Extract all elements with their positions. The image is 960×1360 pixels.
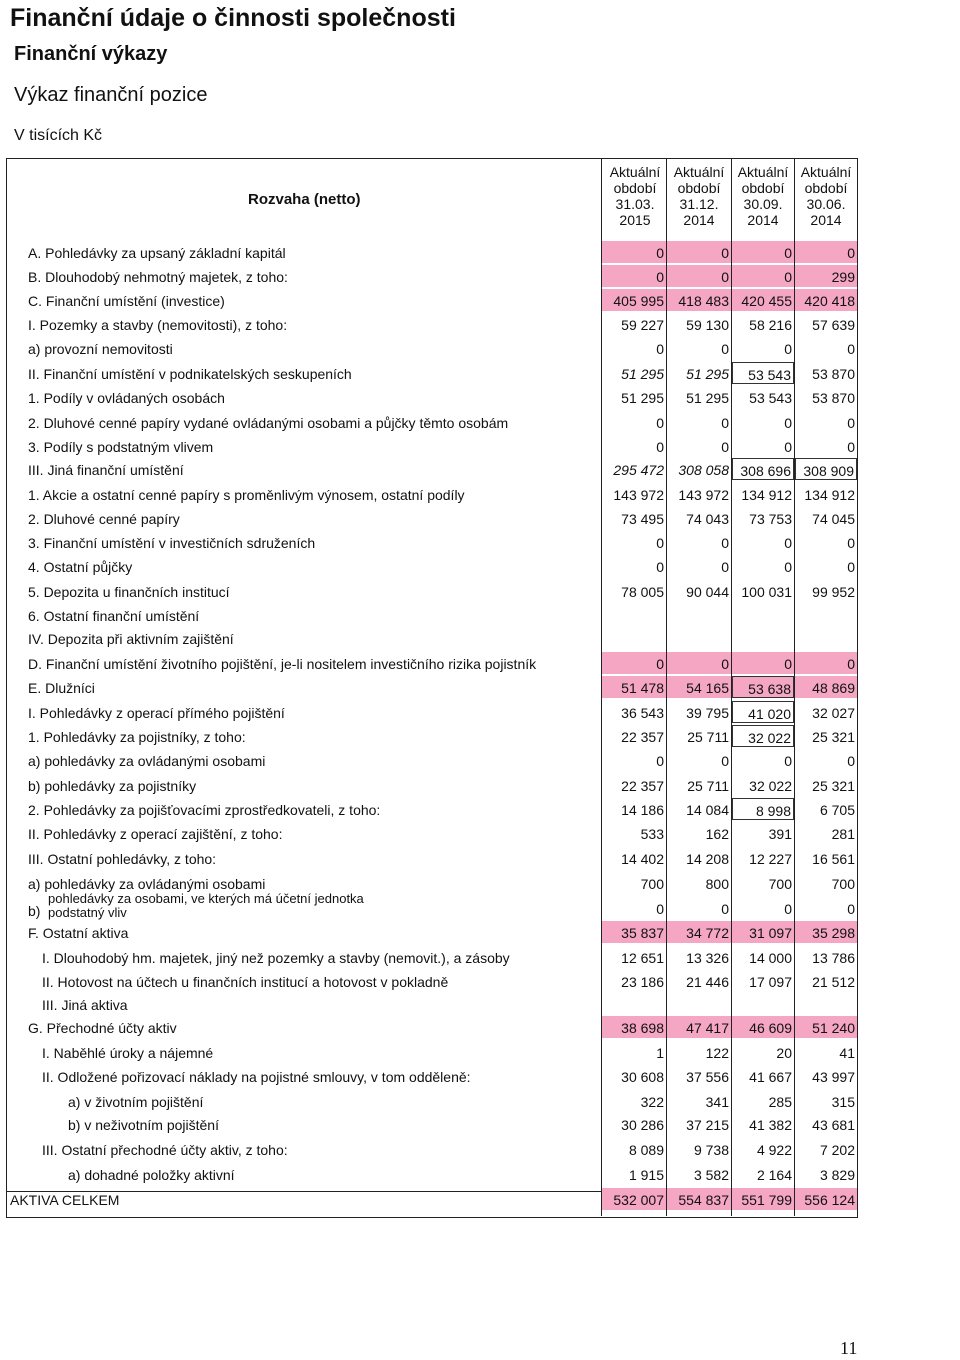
value-cell: 322 xyxy=(640,1094,664,1110)
value-cell: 700 xyxy=(831,876,855,892)
value-cell: 32 027 xyxy=(812,705,855,721)
value-cell: 37 215 xyxy=(686,1117,729,1133)
row-label: A. Pohledávky za upsaný základní kapitál xyxy=(28,245,286,261)
value-cell: 299 xyxy=(795,265,857,287)
table-row xyxy=(0,507,960,531)
row-label: III. Ostatní přechodné účty aktiv, z toho: xyxy=(42,1142,288,1158)
value-cell: 1 915 xyxy=(628,1167,664,1183)
value-cell: 14 186 xyxy=(621,802,664,818)
table-row xyxy=(0,604,960,628)
column-header-line: Aktuální xyxy=(800,164,852,180)
value-cell: 0 xyxy=(795,652,857,674)
row-label: II. Hotovost na účtech u finančních institucí a hotovost v pokladně xyxy=(42,974,449,990)
table-row xyxy=(0,337,960,361)
table-row xyxy=(0,627,960,651)
value-cell: 35 298 xyxy=(795,921,857,943)
column-header-line: Aktuální xyxy=(673,164,725,180)
value-cell: 47 417 xyxy=(667,1016,731,1038)
table-row xyxy=(0,774,960,798)
row-label: 2. Dluhové cenné papíry xyxy=(28,511,180,527)
value-cell xyxy=(667,604,731,626)
units-note: V tisících Kč xyxy=(14,127,103,144)
table-row xyxy=(0,313,960,337)
row-label: a) pohledávky za ovládanými osobami xyxy=(28,753,266,769)
value-cell: 533 xyxy=(640,826,664,842)
statement-title: Výkaz finanční pozice xyxy=(14,84,208,106)
value-cell: 0 xyxy=(721,415,729,431)
value-cell: 0 xyxy=(721,901,729,917)
value-cell: 46 609 xyxy=(732,1016,794,1038)
row-label: b) xyxy=(28,903,41,919)
value-cell xyxy=(602,627,666,649)
value-cell: 6 705 xyxy=(819,802,855,818)
table-row xyxy=(0,1041,960,1065)
value-cell: 162 xyxy=(705,826,729,842)
value-cell: 100 031 xyxy=(741,584,792,600)
table-row xyxy=(0,725,960,749)
row-label: b) v neživotním pojištění xyxy=(68,1117,219,1133)
row-label: III. Jiná aktiva xyxy=(42,997,128,1013)
value-cell: 405 995 xyxy=(602,289,666,311)
table-row xyxy=(0,1113,960,1137)
value-cell: 14 084 xyxy=(686,802,729,818)
value-cell: 0 xyxy=(667,265,731,287)
value-cell: 418 483 xyxy=(667,289,731,311)
table-row xyxy=(0,798,960,822)
value-cell: 0 xyxy=(656,901,664,917)
row-label: II. Pohledávky z operací zajištění, z toho: xyxy=(28,826,283,842)
value-cell xyxy=(795,627,857,649)
row-label: a) provozní nemovitosti xyxy=(28,341,173,357)
value-cell: 38 698 xyxy=(602,1016,666,1038)
value-cell: 25 711 xyxy=(687,778,729,794)
value-cell: 41 382 xyxy=(749,1117,792,1133)
table-row xyxy=(0,701,960,725)
value-cell: 0 xyxy=(721,559,729,575)
value-cell: 0 xyxy=(732,241,794,263)
value-cell: 43 997 xyxy=(812,1069,855,1085)
row-label: 4. Ostatní půjčky xyxy=(28,559,133,575)
row-label: III. Ostatní pohledávky, z toho: xyxy=(28,851,217,867)
value-cell: 99 952 xyxy=(812,584,855,600)
table-row xyxy=(0,970,960,994)
value-cell: 41 020 xyxy=(732,701,794,723)
value-cell: 35 837 xyxy=(602,921,666,943)
row-label: 1. Akcie a ostatní cenné papíry s proměnlivým výnosem, ostatní podíly xyxy=(28,487,465,503)
column-header-3 xyxy=(732,164,794,228)
value-cell: 43 681 xyxy=(812,1117,855,1133)
row-label: b) pohledávky za pojistníky xyxy=(28,778,197,794)
table-row xyxy=(0,676,960,700)
row-label: III. Jiná finanční umístění xyxy=(28,462,184,478)
value-cell: 90 044 xyxy=(686,584,729,600)
value-cell: 53 543 xyxy=(732,362,794,384)
row-label: pohledávky za osobami, ve kterých má účetní jednotka xyxy=(48,891,364,906)
value-cell: 4 922 xyxy=(756,1142,792,1158)
value-cell: 1 xyxy=(656,1045,664,1061)
value-cell: 13 786 xyxy=(812,950,855,966)
value-cell: 21 446 xyxy=(686,974,729,990)
value-cell xyxy=(732,604,794,626)
row-label: II. Finanční umístění v podnikatelských seskupeních xyxy=(28,366,352,382)
value-cell: 51 295 xyxy=(686,366,729,382)
value-cell: 53 870 xyxy=(812,366,855,382)
table-row xyxy=(0,580,960,604)
value-cell: 0 xyxy=(795,241,857,263)
row-label: AKTIVA CELKEM xyxy=(10,1192,120,1208)
value-cell: 30 608 xyxy=(621,1069,664,1085)
page-number: 11 xyxy=(840,1338,858,1358)
value-cell: 532 007 xyxy=(602,1188,666,1210)
value-cell xyxy=(667,627,731,649)
value-cell: 134 912 xyxy=(741,487,792,503)
value-cell: 25 321 xyxy=(812,729,855,745)
table-row xyxy=(0,822,960,846)
value-cell: 0 xyxy=(784,341,792,357)
value-cell: 48 869 xyxy=(795,676,857,698)
value-cell: 0 xyxy=(721,341,729,357)
value-cell: 0 xyxy=(721,535,729,551)
value-cell: 41 xyxy=(839,1045,855,1061)
value-cell: 36 543 xyxy=(621,705,664,721)
table-row xyxy=(0,241,960,265)
value-cell: 30 286 xyxy=(621,1117,664,1133)
column-header-4 xyxy=(795,164,857,228)
value-cell: 700 xyxy=(768,876,792,892)
value-cell xyxy=(667,993,731,1015)
value-cell: 22 357 xyxy=(621,729,664,745)
row-label: 5. Depozita u finančních institucí xyxy=(28,584,230,600)
column-header-line: 2014 xyxy=(683,212,715,228)
value-cell: 32 022 xyxy=(749,778,792,794)
value-cell: 51 295 xyxy=(686,390,729,406)
table-row xyxy=(0,1188,960,1212)
column-header-line: období xyxy=(741,180,785,196)
column-header-1 xyxy=(604,164,666,228)
value-cell: 0 xyxy=(784,753,792,769)
value-cell: 73 753 xyxy=(749,511,792,527)
table-caption: Rozvaha (netto) xyxy=(248,191,361,208)
table-row xyxy=(0,1065,960,1089)
value-cell: 32 022 xyxy=(732,725,794,747)
table-row xyxy=(0,847,960,871)
value-cell: 51 295 xyxy=(621,366,664,382)
value-cell: 0 xyxy=(847,535,855,551)
table-row xyxy=(0,531,960,555)
table-row xyxy=(0,1138,960,1162)
row-label: podstatný vliv xyxy=(48,905,127,920)
row-label: I. Naběhlé úroky a nájemné xyxy=(42,1045,214,1061)
value-cell: 122 xyxy=(705,1045,729,1061)
row-label: a) dohadné položky aktivní xyxy=(68,1167,235,1183)
value-cell: 554 837 xyxy=(667,1188,731,1210)
value-cell: 14 208 xyxy=(686,851,729,867)
table-row xyxy=(0,386,960,410)
value-cell: 2 164 xyxy=(756,1167,792,1183)
row-label: C. Finanční umístění (investice) xyxy=(28,293,225,309)
value-cell: 17 097 xyxy=(749,974,792,990)
value-cell: 0 xyxy=(602,241,666,263)
value-cell: 0 xyxy=(847,753,855,769)
column-header-line: období xyxy=(613,180,657,196)
value-cell: 800 xyxy=(705,876,729,892)
value-cell: 295 472 xyxy=(613,462,664,478)
value-cell: 134 912 xyxy=(804,487,855,503)
table-row xyxy=(0,555,960,579)
value-cell: 12 651 xyxy=(621,950,664,966)
value-cell: 0 xyxy=(784,415,792,431)
value-cell: 0 xyxy=(602,265,666,287)
row-label: I. Pohledávky z operací přímého pojištění xyxy=(28,705,285,721)
row-label: 3. Podíly s podstatným vlivem xyxy=(28,439,214,455)
table-row xyxy=(0,362,960,386)
value-cell: 14 402 xyxy=(621,851,664,867)
value-cell: 3 582 xyxy=(693,1167,729,1183)
value-cell: 0 xyxy=(847,439,855,455)
value-cell: 8 998 xyxy=(732,798,794,820)
column-header-line: Aktuální xyxy=(609,164,661,180)
value-cell: 53 638 xyxy=(732,676,794,698)
value-cell: 23 186 xyxy=(621,974,664,990)
value-cell: 39 795 xyxy=(686,705,729,721)
value-cell: 0 xyxy=(721,439,729,455)
value-cell: 0 xyxy=(732,652,794,674)
table-row xyxy=(0,1163,960,1187)
value-cell: 54 165 xyxy=(667,676,731,698)
row-label: D. Finanční umístění životního pojištění, je-li nositelem investičního rizika pojistník xyxy=(28,656,537,672)
value-cell: 53 870 xyxy=(812,390,855,406)
row-label: G. Přechodné účty aktiv xyxy=(28,1020,177,1036)
value-cell: 74 043 xyxy=(686,511,729,527)
page-title: Finanční údaje o činnosti společnosti xyxy=(10,4,456,32)
table-row xyxy=(0,458,960,482)
column-header-line: 2014 xyxy=(810,212,842,228)
row-label: 1. Podíly v ovládaných osobách xyxy=(28,390,225,406)
value-cell: 0 xyxy=(656,753,664,769)
table-row xyxy=(0,652,960,676)
value-cell: 341 xyxy=(705,1094,729,1110)
table-row xyxy=(0,483,960,507)
value-cell: 8 089 xyxy=(628,1142,664,1158)
value-cell: 78 005 xyxy=(621,584,664,600)
table-row xyxy=(0,946,960,970)
value-cell xyxy=(795,604,857,626)
table-row xyxy=(0,993,960,1017)
value-cell: 74 045 xyxy=(812,511,855,527)
column-header-line: 2014 xyxy=(747,212,779,228)
value-cell: 25 321 xyxy=(812,778,855,794)
value-cell: 37 556 xyxy=(686,1069,729,1085)
value-cell: 0 xyxy=(656,559,664,575)
column-header-line: 30.06. xyxy=(806,196,846,212)
value-cell: 58 216 xyxy=(749,317,792,333)
value-cell: 308 696 xyxy=(732,458,794,480)
value-cell: 0 xyxy=(847,415,855,431)
row-label: F. Ostatní aktiva xyxy=(28,925,129,941)
value-cell: 59 227 xyxy=(621,317,664,333)
column-header-line: 2015 xyxy=(619,212,651,228)
value-cell: 12 227 xyxy=(749,851,792,867)
value-cell: 41 667 xyxy=(749,1069,792,1085)
row-label: 6. Ostatní finanční umístění xyxy=(28,608,200,624)
value-cell: 20 xyxy=(776,1045,792,1061)
value-cell xyxy=(602,993,666,1015)
value-cell: 0 xyxy=(847,901,855,917)
table-row xyxy=(0,891,960,921)
value-cell: 21 512 xyxy=(812,974,855,990)
value-cell: 0 xyxy=(602,652,666,674)
value-cell: 0 xyxy=(656,415,664,431)
row-label: B. Dlouhodobý nehmotný majetek, z toho: xyxy=(28,269,288,285)
value-cell: 308 909 xyxy=(795,458,857,480)
row-label: 3. Finanční umístění v investičních sdruženích xyxy=(28,535,316,551)
row-label: a) pohledávky za ovládanými osobami xyxy=(28,876,266,892)
value-cell: 391 xyxy=(768,826,792,842)
value-cell: 420 418 xyxy=(795,289,857,311)
value-cell xyxy=(795,993,857,1015)
value-cell: 700 xyxy=(640,876,664,892)
value-cell: 53 543 xyxy=(749,390,792,406)
value-cell: 143 972 xyxy=(678,487,729,503)
value-cell: 13 326 xyxy=(686,950,729,966)
value-cell: 51 240 xyxy=(795,1016,857,1038)
value-cell: 14 000 xyxy=(749,950,792,966)
value-cell: 0 xyxy=(667,652,731,674)
column-header-line: období xyxy=(804,180,848,196)
table-row xyxy=(0,1016,960,1040)
column-header-2 xyxy=(668,164,730,228)
value-cell: 0 xyxy=(667,241,731,263)
value-cell: 281 xyxy=(831,826,855,842)
value-cell: 16 561 xyxy=(812,851,855,867)
column-header-line: období xyxy=(677,180,721,196)
value-cell: 7 202 xyxy=(819,1142,855,1158)
table-row xyxy=(0,289,960,313)
value-cell: 34 772 xyxy=(667,921,731,943)
row-label: E. Dlužníci xyxy=(28,680,95,696)
row-label: 2. Dluhové cenné papíry vydané ovládanými osobami a půjčky těmto osobám xyxy=(28,415,509,431)
value-cell xyxy=(602,604,666,626)
value-cell: 315 xyxy=(831,1094,855,1110)
column-header-line: Aktuální xyxy=(737,164,789,180)
table-row xyxy=(0,1090,960,1114)
value-cell xyxy=(732,993,794,1015)
row-label: II. Odložené pořizovací náklady na pojistné smlouvy, v tom odděleně: xyxy=(42,1069,471,1085)
row-label: 2. Pohledávky za pojišťovacími zprostředkovateli, z toho: xyxy=(28,802,381,818)
value-cell: 143 972 xyxy=(613,487,664,503)
value-cell xyxy=(732,627,794,649)
value-cell: 73 495 xyxy=(621,511,664,527)
value-cell: 9 738 xyxy=(693,1142,729,1158)
column-header-line: 30.09. xyxy=(743,196,783,212)
value-cell: 0 xyxy=(784,559,792,575)
value-cell: 59 130 xyxy=(686,317,729,333)
column-header-line: 31.03. xyxy=(615,196,655,212)
column-header-line: 31.12. xyxy=(679,196,719,212)
value-cell: 0 xyxy=(784,535,792,551)
value-cell: 57 639 xyxy=(812,317,855,333)
section-title: Finanční výkazy xyxy=(14,43,168,65)
value-cell: 0 xyxy=(847,559,855,575)
value-cell: 0 xyxy=(656,439,664,455)
value-cell: 0 xyxy=(784,439,792,455)
value-cell: 22 357 xyxy=(621,778,664,794)
value-cell: 556 124 xyxy=(795,1188,857,1210)
value-cell: 31 097 xyxy=(732,921,794,943)
value-cell: 51 478 xyxy=(602,676,666,698)
value-cell: 51 295 xyxy=(621,390,664,406)
value-cell: 0 xyxy=(656,535,664,551)
row-label: I. Pozemky a stavby (nemovitosti), z toho: xyxy=(28,317,288,333)
value-cell: 308 058 xyxy=(678,462,729,478)
table-row xyxy=(0,435,960,459)
value-cell: 420 455 xyxy=(732,289,794,311)
value-cell: 0 xyxy=(656,341,664,357)
row-label: IV. Depozita při aktivním zajištění xyxy=(28,631,234,647)
value-cell: 0 xyxy=(721,753,729,769)
value-cell: 551 799 xyxy=(732,1188,794,1210)
value-cell: 25 711 xyxy=(687,729,729,745)
row-label: 1. Pohledávky za pojistníky, z toho: xyxy=(28,729,246,745)
table-row xyxy=(0,749,960,773)
table-row xyxy=(0,265,960,289)
value-cell: 3 829 xyxy=(819,1167,855,1183)
value-cell: 0 xyxy=(732,265,794,287)
row-label: I. Dlouhodobý hm. majetek, jiný než pozemky a stavby (nemovit.), a zásoby xyxy=(42,950,510,966)
row-label: a) v životním pojištění xyxy=(68,1094,204,1110)
value-cell: 285 xyxy=(768,1094,792,1110)
table-row xyxy=(0,921,960,945)
table-row xyxy=(0,411,960,435)
value-cell: 0 xyxy=(847,341,855,357)
value-cell: 0 xyxy=(784,901,792,917)
